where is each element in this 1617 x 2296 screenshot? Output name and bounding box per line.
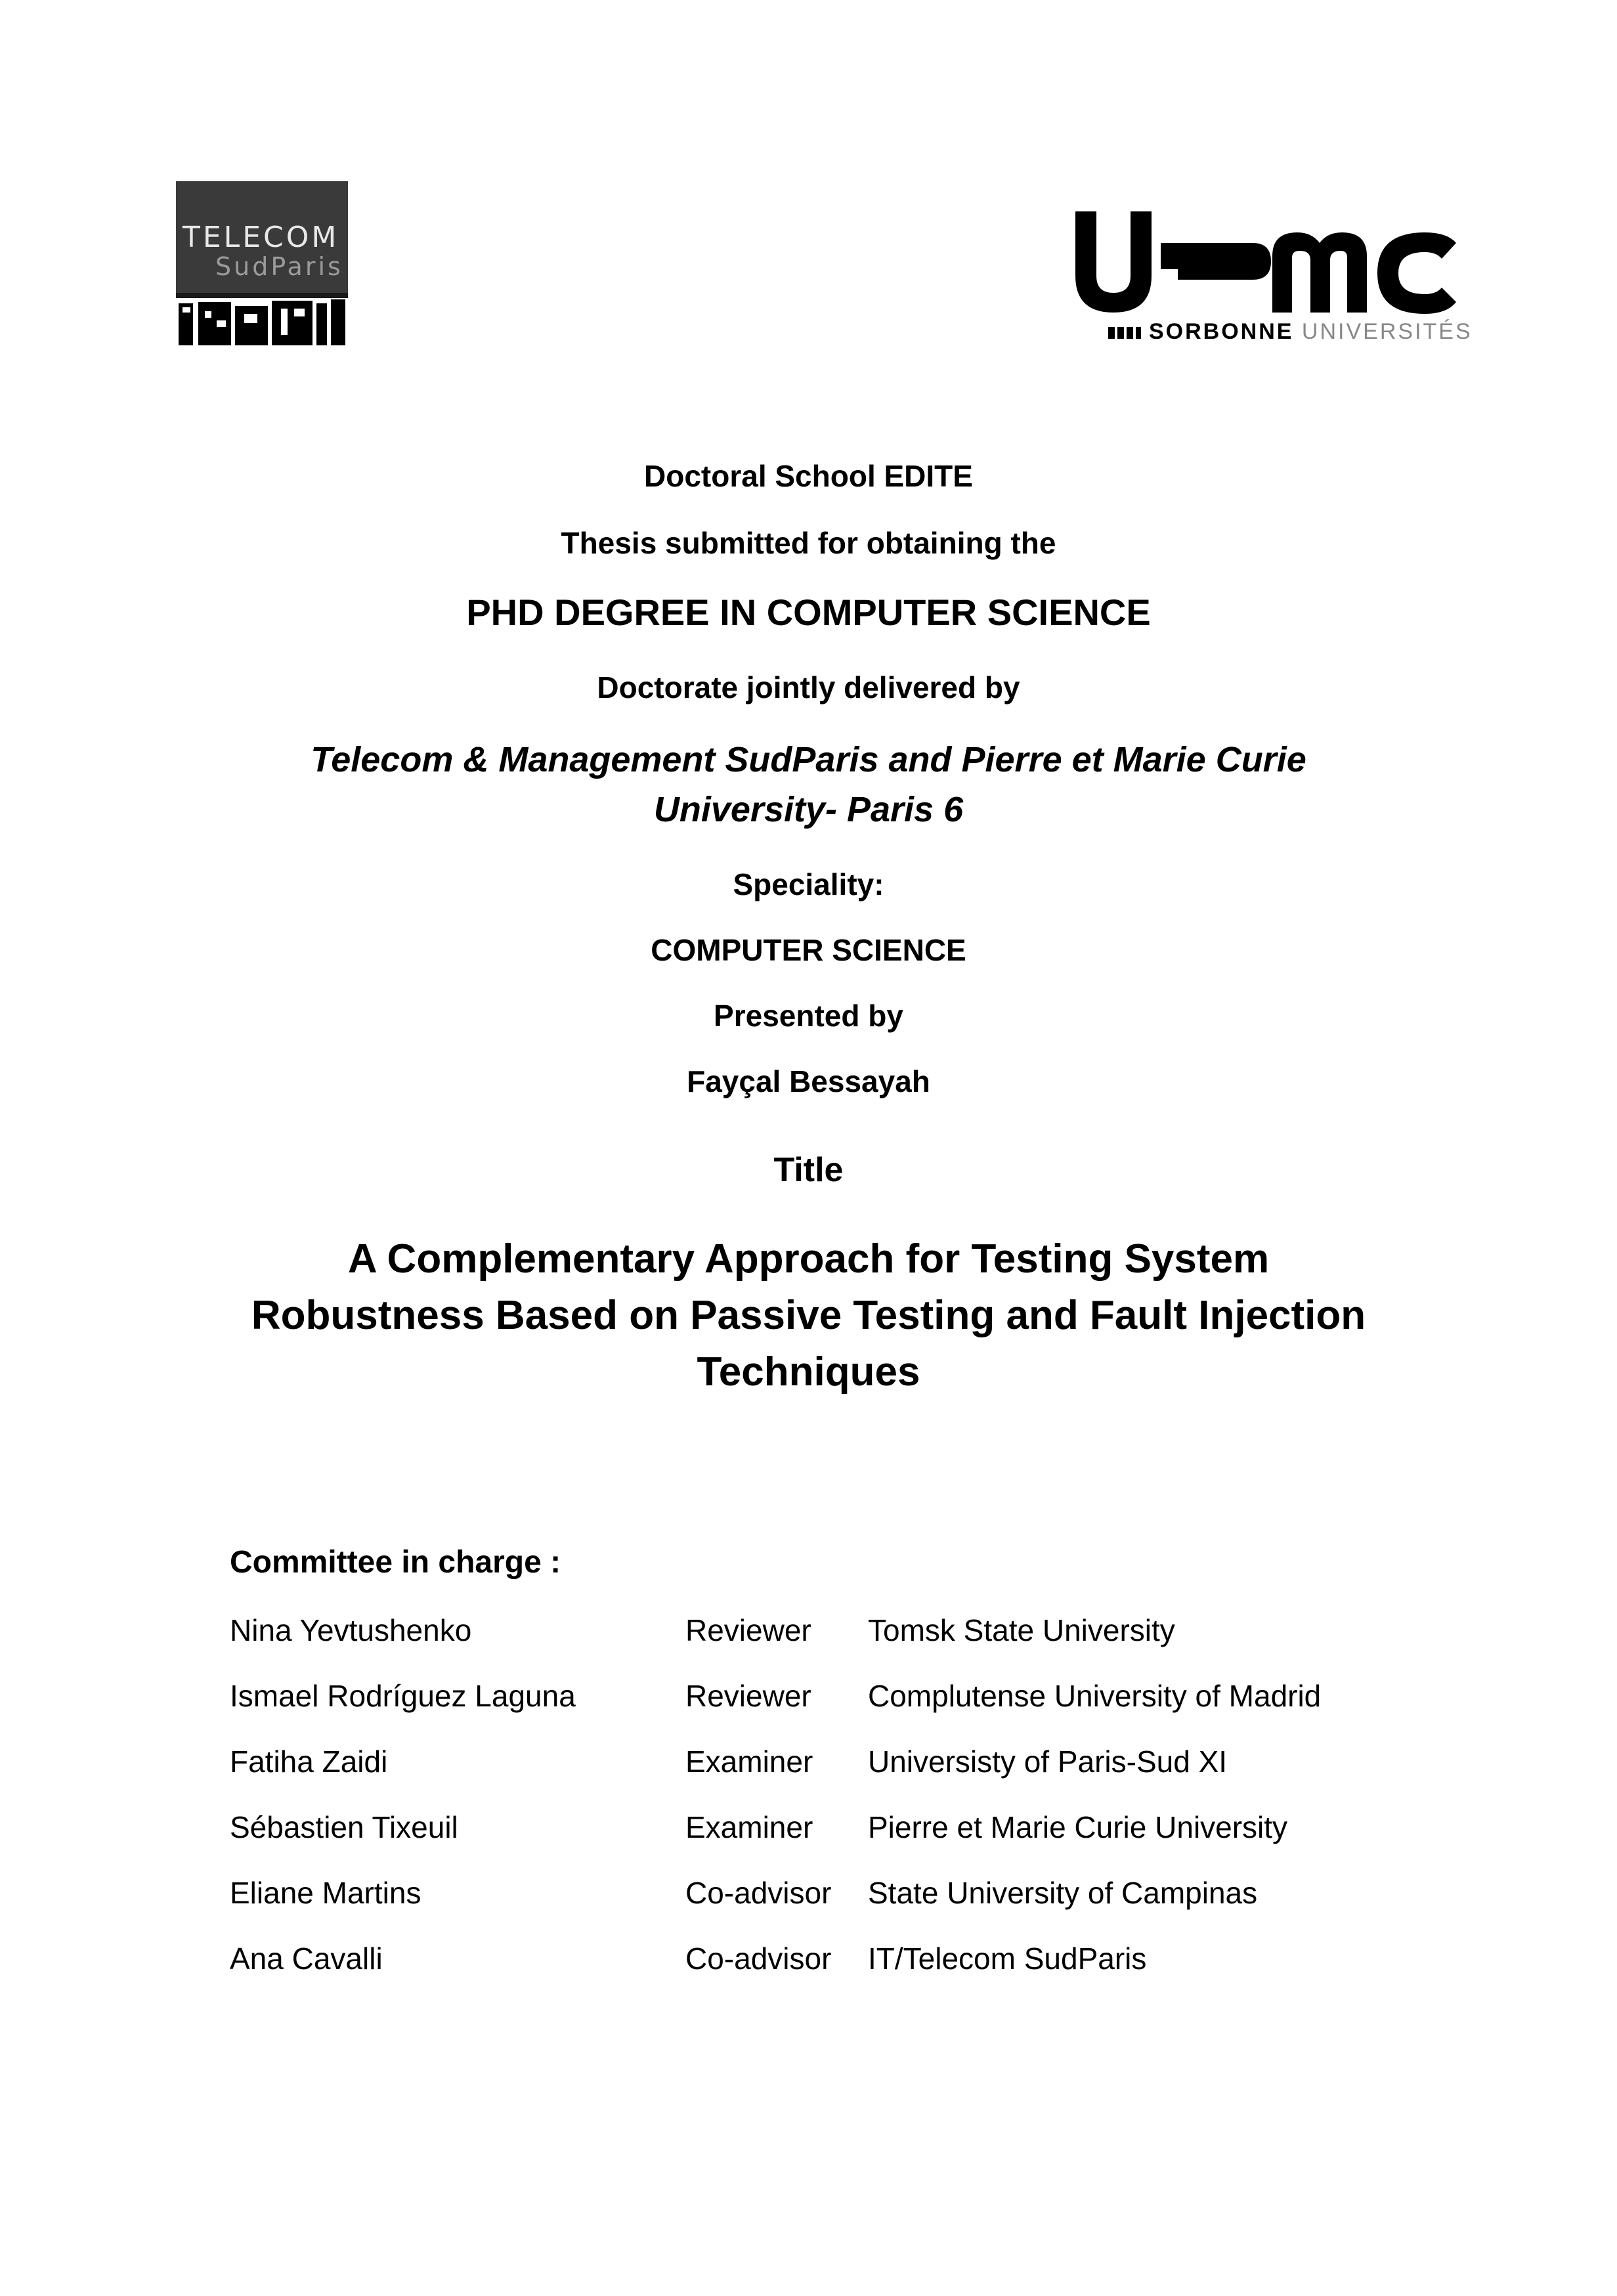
member-institution: Pierre et Marie Curie University xyxy=(868,1810,1288,1844)
institutions-line-2: University- Paris 6 xyxy=(653,790,964,829)
sorbonne-text: SORBONNE xyxy=(1149,319,1294,344)
member-role: Examiner xyxy=(685,1744,813,1779)
member-institution: Tomsk State University xyxy=(868,1613,1175,1647)
thesis-title-line-1: A Complementary Approach for Testing System xyxy=(347,1236,1270,1282)
title-label: Title xyxy=(773,1151,844,1189)
speciality-label: Speciality: xyxy=(733,867,884,901)
telecom-logo-text: TELECOM xyxy=(183,221,339,254)
speciality-value: COMPUTER SCIENCE xyxy=(651,933,966,967)
member-institution: Universisty of Paris-Sud XI xyxy=(868,1744,1228,1779)
telecom-sudparis-logo xyxy=(176,181,348,348)
member-name: Fatiha Zaidi xyxy=(230,1744,388,1779)
member-institution: IT/Telecom SudParis xyxy=(868,1941,1147,1976)
member-role: Reviewer xyxy=(685,1613,811,1647)
member-name: Sébastien Tixeuil xyxy=(230,1810,458,1844)
member-role: Reviewer xyxy=(685,1679,811,1713)
jointly-delivered-line: Doctorate jointly delivered by xyxy=(597,670,1020,704)
member-institution: State University of Campinas xyxy=(868,1876,1258,1910)
thesis-title-line-3: Techniques xyxy=(697,1349,920,1395)
institut-mines-telecom-icon xyxy=(176,298,348,348)
doctoral-school: Doctoral School EDITE xyxy=(644,459,973,493)
member-name: Ismael Rodríguez Laguna xyxy=(230,1679,576,1713)
sudparis-logo-text: SudParis xyxy=(215,252,343,281)
upmc-logo-icon xyxy=(1062,197,1469,315)
universites-text: UNIVERSITÉS xyxy=(1301,319,1473,344)
member-role: Co-advisor xyxy=(685,1876,832,1910)
member-institution: Complutense University of Madrid xyxy=(868,1679,1322,1713)
committee-heading: Committee in charge : xyxy=(230,1545,561,1580)
degree-title: PHD DEGREE IN COMPUTER SCIENCE xyxy=(466,592,1151,633)
thesis-title-line-2: Robustness Based on Passive Testing and Fault Injection xyxy=(251,1293,1366,1338)
presented-by-label: Presented by xyxy=(714,999,903,1033)
author-name: Fayçal Bessayah xyxy=(687,1064,930,1098)
member-name: Nina Yevtushenko xyxy=(230,1613,472,1647)
sorbonne-marks-icon xyxy=(1108,327,1141,339)
member-name: Ana Cavalli xyxy=(230,1941,383,1976)
member-role: Examiner xyxy=(685,1810,813,1844)
institutions-line-1: Telecom & Management SudParis and Pierre et Marie Curie xyxy=(311,740,1306,779)
upmc-sorbonne-logo xyxy=(1062,197,1473,348)
submission-line: Thesis submitted for obtaining the xyxy=(561,526,1056,560)
member-role: Co-advisor xyxy=(685,1941,832,1976)
member-name: Eliane Martins xyxy=(230,1876,421,1910)
